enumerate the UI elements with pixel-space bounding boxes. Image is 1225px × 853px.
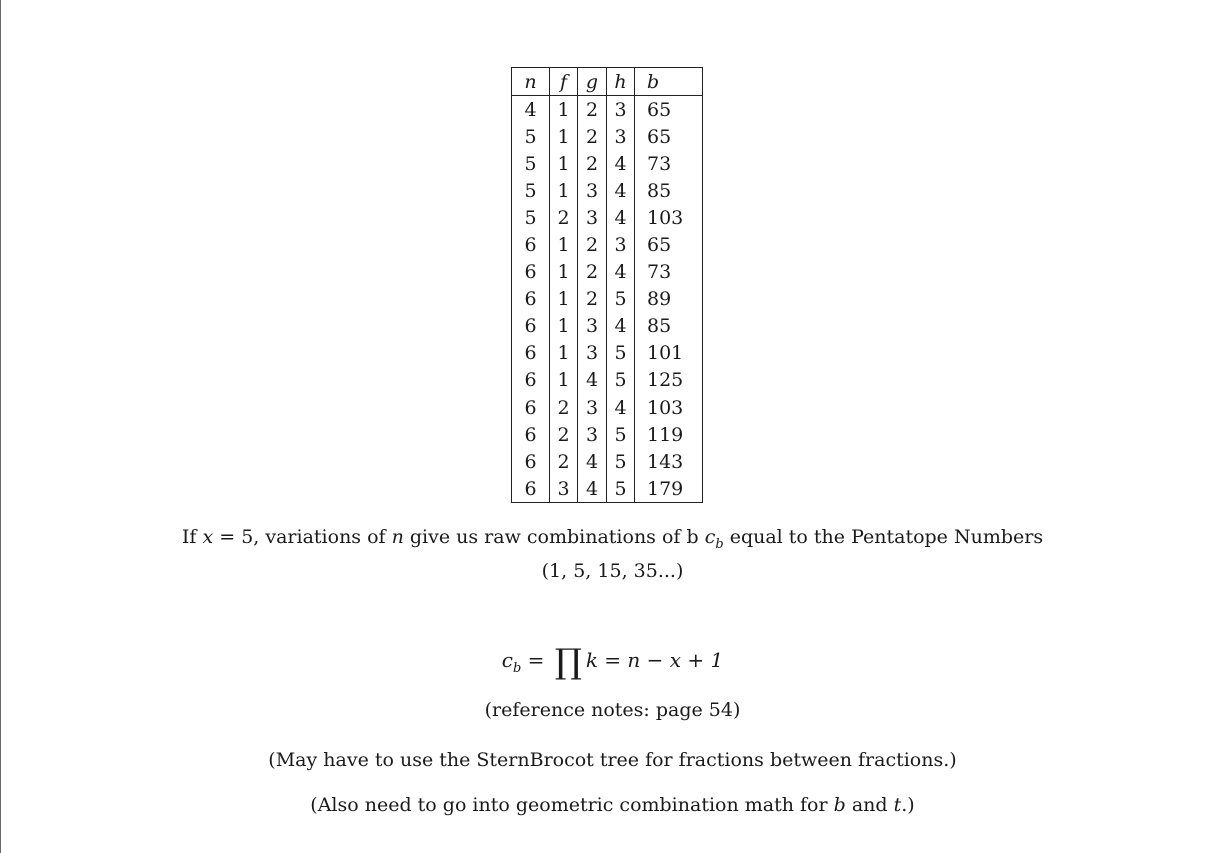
- cell-b: 143: [635, 448, 703, 475]
- cell-n: 6: [512, 231, 550, 258]
- table-body: [512, 96, 703, 503]
- header-n: n: [512, 68, 550, 96]
- cell-g: 3: [578, 421, 607, 448]
- cell-n: 6: [512, 475, 550, 503]
- table-row: [512, 96, 703, 124]
- cell-f: 3: [550, 475, 578, 503]
- table-row: [512, 313, 703, 340]
- paragraph-prefix: If: [181, 526, 203, 548]
- cell-g: 3: [578, 204, 607, 231]
- cell-g: 2: [578, 286, 607, 313]
- table-row: [512, 231, 703, 258]
- cell-g: 2: [578, 231, 607, 258]
- cell-h: 4: [607, 259, 635, 286]
- geometric-note-prefix: (Also need to go into geometric combination math for: [310, 794, 834, 816]
- cell-n: 6: [512, 340, 550, 367]
- cell-h: 5: [607, 340, 635, 367]
- cell-h: 4: [607, 177, 635, 204]
- paragraph-line-1: [0, 524, 1225, 558]
- cell-b: 85: [635, 177, 703, 204]
- cell-g: 2: [578, 150, 607, 177]
- cell-n: 4: [512, 96, 550, 124]
- cell-h: 5: [607, 367, 635, 394]
- cell-g: 4: [578, 475, 607, 503]
- cell-f: 1: [550, 177, 578, 204]
- cell-n: 5: [512, 150, 550, 177]
- variable-cb-subscript: b: [715, 536, 724, 552]
- formula-k: k: [585, 648, 598, 672]
- table-row: [512, 421, 703, 448]
- page-left-border: [0, 0, 1, 853]
- product-symbol: ∏: [554, 642, 582, 682]
- cell-f: 1: [550, 340, 578, 367]
- cell-g: 4: [578, 448, 607, 475]
- cell-h: 4: [607, 204, 635, 231]
- cell-f: 1: [550, 123, 578, 150]
- cell-b: 101: [635, 340, 703, 367]
- cell-b: 103: [635, 204, 703, 231]
- header-h: h: [607, 68, 635, 96]
- cell-b: 179: [635, 475, 703, 503]
- geometric-note-middle: and: [845, 794, 894, 816]
- product-formula: [0, 642, 1225, 682]
- paragraph-middle: give us raw combinations of b: [403, 526, 705, 548]
- formula-rhs: = n − x + 1: [597, 648, 724, 672]
- cell-f: 1: [550, 259, 578, 286]
- cell-g: 4: [578, 367, 607, 394]
- cell-n: 5: [512, 123, 550, 150]
- cell-g: 3: [578, 394, 607, 421]
- formula-equals: =: [521, 648, 551, 672]
- cell-b: 125: [635, 367, 703, 394]
- values-table: [511, 67, 703, 503]
- cell-f: 1: [550, 150, 578, 177]
- variable-t: t: [893, 794, 902, 816]
- header-g: g: [578, 68, 607, 96]
- cell-n: 5: [512, 204, 550, 231]
- cell-b: 89: [635, 286, 703, 313]
- reference-note: (reference notes: page 54): [484, 699, 741, 721]
- cell-h: 5: [607, 448, 635, 475]
- cell-b: 65: [635, 123, 703, 150]
- cell-n: 6: [512, 421, 550, 448]
- cell-b: 119: [635, 421, 703, 448]
- cell-f: 2: [550, 448, 578, 475]
- cell-h: 4: [607, 150, 635, 177]
- cell-n: 6: [512, 394, 550, 421]
- cell-g: 2: [578, 96, 607, 124]
- cell-h: 4: [607, 394, 635, 421]
- cell-f: 1: [550, 96, 578, 124]
- cell-n: 5: [512, 177, 550, 204]
- header-b: b: [635, 68, 703, 96]
- paragraph-suffix: equal to the Pentatope Numbers: [723, 526, 1044, 548]
- geometric-note-suffix: .): [901, 794, 915, 816]
- geometric-note: [0, 794, 1225, 816]
- cell-n: 6: [512, 286, 550, 313]
- table-row: [512, 123, 703, 150]
- cell-b: 103: [635, 394, 703, 421]
- table-row: [512, 448, 703, 475]
- cell-b: 73: [635, 259, 703, 286]
- cell-n: 6: [512, 259, 550, 286]
- cell-h: 5: [607, 286, 635, 313]
- table-row: [512, 286, 703, 313]
- cell-f: 1: [550, 286, 578, 313]
- pentatope-numbers: (1, 5, 15, 35...): [541, 559, 684, 582]
- paragraph-eq-five: = 5, variations of: [213, 526, 392, 548]
- cell-n: 6: [512, 448, 550, 475]
- pentatope-paragraph: [0, 524, 1225, 585]
- cell-b: 85: [635, 313, 703, 340]
- sternbrocot-note: (May have to use the SternBrocot tree for fractions between fractions.): [268, 749, 957, 771]
- table-row: [512, 204, 703, 231]
- cell-b: 65: [635, 231, 703, 258]
- table-row: [512, 340, 703, 367]
- cell-f: 2: [550, 421, 578, 448]
- variable-b: b: [833, 794, 846, 816]
- variable-cb: c: [704, 526, 716, 548]
- cell-b: 65: [635, 96, 703, 124]
- cell-g: 2: [578, 123, 607, 150]
- table-row: [512, 394, 703, 421]
- cell-g: 2: [578, 259, 607, 286]
- cell-g: 3: [578, 340, 607, 367]
- table-row: [512, 475, 703, 503]
- formula-lhs-var: c: [501, 648, 513, 672]
- cell-g: 3: [578, 313, 607, 340]
- cell-f: 1: [550, 367, 578, 394]
- cell-h: 3: [607, 96, 635, 124]
- cell-n: 6: [512, 313, 550, 340]
- cell-f: 1: [550, 313, 578, 340]
- cell-g: 3: [578, 177, 607, 204]
- cell-b: 73: [635, 150, 703, 177]
- cell-h: 5: [607, 475, 635, 503]
- cell-h: 4: [607, 313, 635, 340]
- cell-h: 3: [607, 123, 635, 150]
- cell-n: 6: [512, 367, 550, 394]
- formula-lhs-subscript: b: [512, 661, 522, 676]
- variable-n: n: [391, 526, 404, 548]
- cell-f: 2: [550, 394, 578, 421]
- table-row: [512, 150, 703, 177]
- cell-f: 1: [550, 231, 578, 258]
- cell-h: 5: [607, 421, 635, 448]
- cell-h: 3: [607, 231, 635, 258]
- cell-f: 2: [550, 204, 578, 231]
- table-row: [512, 259, 703, 286]
- variable-x: x: [202, 526, 214, 548]
- table-row: [512, 177, 703, 204]
- table-row: [512, 367, 703, 394]
- header-f: f: [550, 68, 578, 96]
- table-header-row: [512, 68, 703, 96]
